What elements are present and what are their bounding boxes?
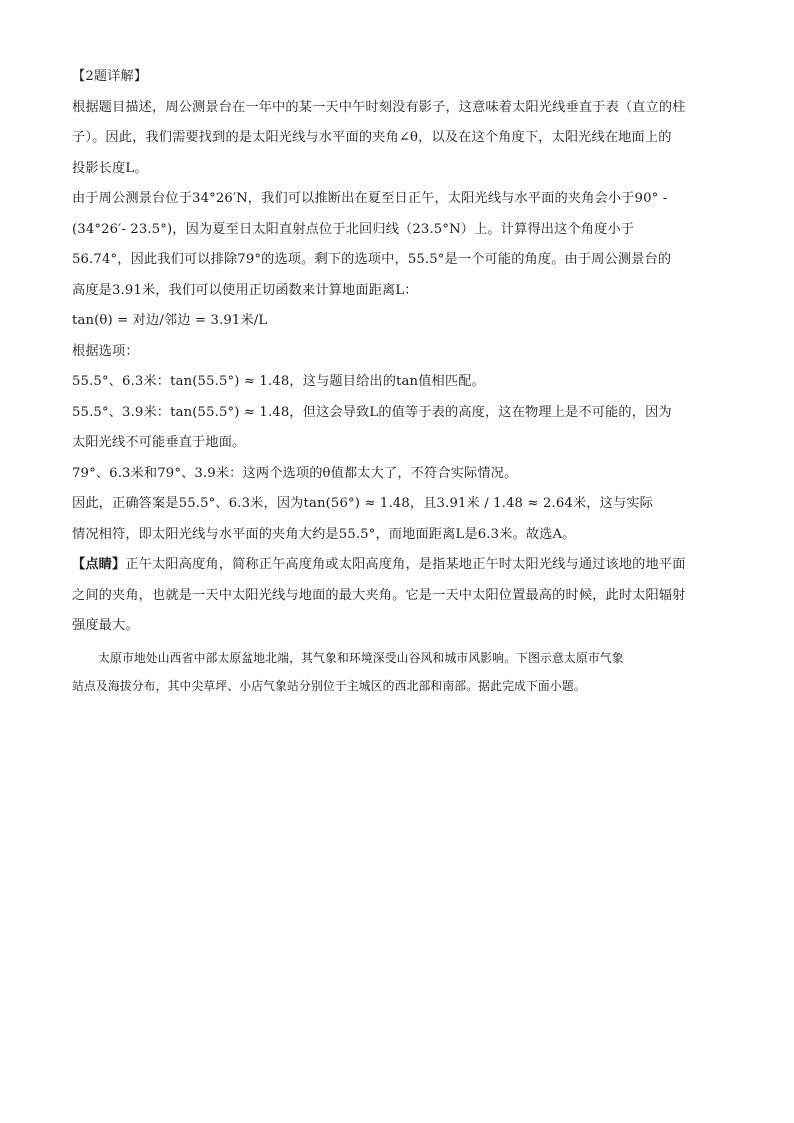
body-line: 太阳光线不可能垂直于地面。 — [72, 435, 246, 450]
tip-line: 强度最大。 — [72, 618, 139, 633]
section-heading: 【2题详解】 — [72, 69, 148, 84]
body-line: 根据选项： — [72, 343, 139, 359]
note-line: 太原市地处山西省中部太原盆地北端，其气象和环境深受山谷风和城市风影响。下图示意太原市气象 — [98, 650, 624, 665]
body-line: 高度是3.91米，我们可以使用正切函数来计算地面距离L： — [72, 282, 418, 298]
body-line: 子）。因此，我们需要找到的是太阳光线与水平面的夹角∠θ，以及在这个角度下，太阳光线在地面上的 — [72, 130, 672, 145]
body-line: 投影长度L。 — [72, 160, 148, 176]
question-intro — [72, 644, 722, 700]
option-line: 55.5°、3.9米：tan(55.5°) ≈ 1.48，但这会导致L的值等于表的高度，这在物理上是不可能的，因为 — [72, 404, 672, 420]
option-line: 55.5°、6.3米：tan(55.5°) ≈ 1.48，这与题目给出的tan值相匹配。 — [72, 374, 485, 389]
tip-label: 【点睛】 — [72, 557, 126, 572]
tip-line — [72, 550, 722, 581]
conclusion-line: 因此，正确答案是55.5°、6.3米，因为tan(56°) ≈ 1.48，且3.91米 / 1.48 ≈ 2.64米，这与实际 — [72, 496, 653, 511]
document-page — [72, 62, 722, 700]
tip-line: 之间的夹角，也就是一天中太阳光线与地面的最大夹角。它是一天中太阳位置最高的时候，此时太阳辐射 — [72, 587, 686, 603]
conclusion-line: 情况相符，即太阳光线与水平面的夹角大约是55.5°，而地面距离L是6.3米。故选A。 — [72, 526, 576, 542]
formula-line: tan(θ) = 对边/邻边 = 3.91米/L — [72, 313, 268, 328]
tip-text: 正午太阳高度角，简称正午高度角或太阳高度角，是指某地正午时太阳光线与通过该地的地平面 — [125, 557, 686, 572]
body-line: 由于周公测景台位于34°26′N，我们可以推断出在夏至日正午，太阳光线与水平面的夹角会小于90° - — [72, 191, 668, 206]
body-line: 根据题目描述，周公测景台在一年中的某一天中午时刻没有影子，这意味着太阳光线垂直于表（直立的柱 — [72, 99, 686, 115]
body-line: 56.74°，因此我们可以排除79°的选项。剩下的选项中，55.5°是一个可能的角度。由于周公测景台的 — [72, 252, 672, 267]
body-line: (34°26′- 23.5°)，因为夏至日太阳直射点位于北回归线（23.5°N）上。计算得出这个角度小于 — [72, 221, 635, 237]
option-line: 79°、6.3米和79°、3.9米：这两个选项的θ值都太大了，不符合实际情况。 — [72, 465, 518, 481]
note-line: 站点及海拔分布，其中尖草坪、小店气象站分别位于主城区的西北部和南部。据此完成下面小题。 — [72, 678, 586, 693]
